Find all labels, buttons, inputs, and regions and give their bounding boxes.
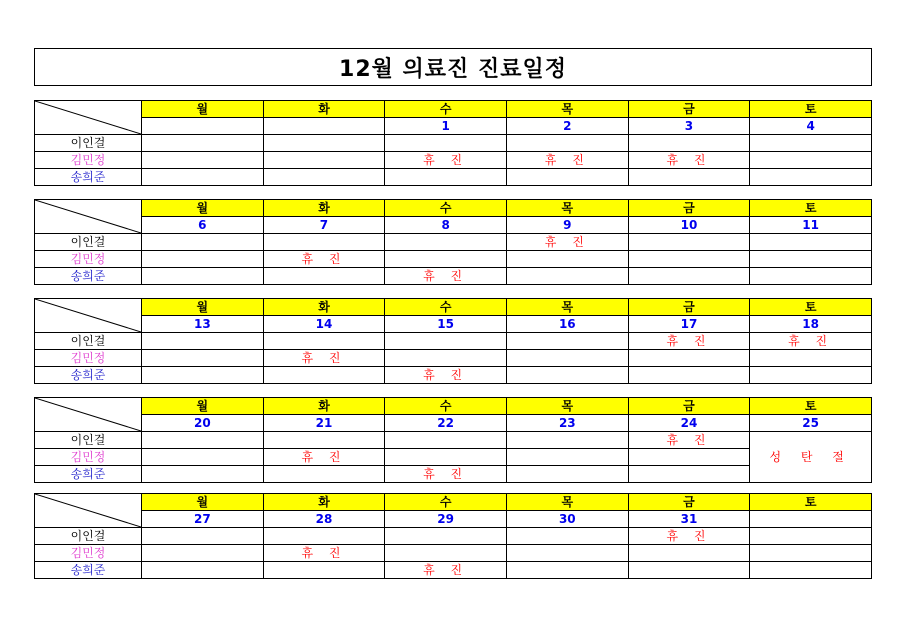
schedule-cell [263, 528, 385, 545]
schedule-cell [385, 350, 507, 367]
day-header: 수 [385, 101, 507, 118]
schedule-cell [506, 562, 628, 579]
staff-name: 송희준 [35, 169, 142, 186]
diagonal-line [35, 200, 141, 233]
schedule-cell [628, 466, 750, 483]
schedule-cell [142, 545, 264, 562]
staff-name: 김민정 [35, 152, 142, 169]
day-header: 금 [628, 494, 750, 511]
schedule-cell [506, 367, 628, 384]
staff-name: 송희준 [35, 367, 142, 384]
schedule-cell [628, 268, 750, 285]
schedule-cell [628, 449, 750, 466]
schedule-cell [263, 432, 385, 449]
schedule-cell [506, 432, 628, 449]
date-cell: 27 [142, 511, 264, 528]
diagonal-line [35, 101, 141, 134]
day-off-cell: 휴 진 [628, 432, 750, 449]
schedule-cell [142, 528, 264, 545]
day-header: 토 [750, 299, 872, 316]
day-header: 화 [263, 398, 385, 415]
day-header: 토 [750, 101, 872, 118]
date-cell [142, 118, 264, 135]
day-header: 목 [506, 101, 628, 118]
day-header: 토 [750, 200, 872, 217]
day-header: 화 [263, 494, 385, 511]
day-header: 수 [385, 494, 507, 511]
day-off-cell: 휴 진 [385, 562, 507, 579]
date-cell: 16 [506, 316, 628, 333]
day-header: 화 [263, 101, 385, 118]
day-header: 토 [750, 494, 872, 511]
holiday-cell: 성 탄 절 [750, 432, 872, 483]
schedule-cell [385, 234, 507, 251]
schedule-cell [750, 169, 872, 186]
day-off-cell: 휴 진 [385, 367, 507, 384]
date-cell: 15 [385, 316, 507, 333]
schedule-cell [142, 169, 264, 186]
schedule-cell [385, 333, 507, 350]
schedule-cell [263, 333, 385, 350]
schedule-cell [385, 545, 507, 562]
day-header: 목 [506, 398, 628, 415]
day-header: 수 [385, 299, 507, 316]
date-cell: 17 [628, 316, 750, 333]
schedule-title-box [34, 48, 872, 86]
staff-name: 이인걸 [35, 528, 142, 545]
diagonal-line [35, 299, 141, 332]
schedule-cell [263, 466, 385, 483]
date-cell: 24 [628, 415, 750, 432]
day-header: 월 [142, 398, 264, 415]
day-off-cell: 휴 진 [263, 350, 385, 367]
day-off-cell: 휴 진 [628, 333, 750, 350]
diagonal-line [35, 398, 141, 431]
corner-cell [35, 494, 142, 528]
staff-name: 송희준 [35, 268, 142, 285]
schedule-cell [506, 135, 628, 152]
date-cell: 18 [750, 316, 872, 333]
day-header: 토 [750, 398, 872, 415]
schedule-cell [385, 135, 507, 152]
schedule-cell [750, 562, 872, 579]
schedule-cell [506, 466, 628, 483]
staff-name: 김민정 [35, 449, 142, 466]
schedule-cell [506, 350, 628, 367]
schedule-cell [506, 449, 628, 466]
day-off-cell: 휴 진 [506, 234, 628, 251]
day-header: 수 [385, 200, 507, 217]
schedule-cell [750, 545, 872, 562]
week-table-3 [34, 298, 872, 384]
staff-name: 이인걸 [35, 234, 142, 251]
day-off-cell: 휴 진 [750, 333, 872, 350]
schedule-cell [142, 449, 264, 466]
day-header: 월 [142, 101, 264, 118]
schedule-cell [263, 268, 385, 285]
day-header: 화 [263, 200, 385, 217]
date-cell: 31 [628, 511, 750, 528]
date-cell: 6 [142, 217, 264, 234]
schedule-cell [750, 152, 872, 169]
staff-name: 송희준 [35, 466, 142, 483]
day-off-cell: 휴 진 [263, 449, 385, 466]
date-cell: 7 [263, 217, 385, 234]
date-cell: 2 [506, 118, 628, 135]
schedule-cell [506, 333, 628, 350]
schedule-cell [142, 367, 264, 384]
schedule-cell [628, 135, 750, 152]
staff-name: 김민정 [35, 545, 142, 562]
day-off-cell: 휴 진 [628, 152, 750, 169]
date-cell: 13 [142, 316, 264, 333]
day-header: 목 [506, 494, 628, 511]
date-cell: 4 [750, 118, 872, 135]
date-cell: 20 [142, 415, 264, 432]
date-cell: 25 [750, 415, 872, 432]
schedule-cell [750, 268, 872, 285]
schedule-cell [142, 234, 264, 251]
date-cell [263, 118, 385, 135]
corner-cell [35, 398, 142, 432]
date-cell: 9 [506, 217, 628, 234]
week-table-4 [34, 397, 872, 483]
schedule-cell [628, 350, 750, 367]
day-off-cell: 휴 진 [385, 466, 507, 483]
day-off-cell: 휴 진 [263, 545, 385, 562]
staff-name: 김민정 [35, 251, 142, 268]
day-header: 목 [506, 299, 628, 316]
schedule-cell [506, 268, 628, 285]
date-cell: 21 [263, 415, 385, 432]
day-header: 월 [142, 299, 264, 316]
day-header: 수 [385, 398, 507, 415]
schedule-cell [628, 545, 750, 562]
schedule-cell [750, 234, 872, 251]
schedule-cell [142, 333, 264, 350]
date-cell: 30 [506, 511, 628, 528]
schedule-cell [628, 367, 750, 384]
date-cell: 23 [506, 415, 628, 432]
day-header: 금 [628, 101, 750, 118]
date-cell: 14 [263, 316, 385, 333]
day-off-cell: 휴 진 [263, 251, 385, 268]
schedule-cell [506, 528, 628, 545]
date-cell: 11 [750, 217, 872, 234]
schedule-title: 12월 의료진 진료일정 [339, 56, 567, 82]
date-cell: 3 [628, 118, 750, 135]
day-header: 화 [263, 299, 385, 316]
date-cell: 1 [385, 118, 507, 135]
corner-cell [35, 101, 142, 135]
date-cell: 8 [385, 217, 507, 234]
day-header: 월 [142, 200, 264, 217]
staff-name: 송희준 [35, 562, 142, 579]
schedule-cell [628, 234, 750, 251]
schedule-cell [263, 135, 385, 152]
schedule-cell [385, 251, 507, 268]
schedule-cell [385, 169, 507, 186]
date-cell [750, 511, 872, 528]
day-off-cell: 휴 진 [628, 528, 750, 545]
week-table-5 [34, 493, 872, 579]
corner-cell [35, 299, 142, 333]
corner-cell [35, 200, 142, 234]
staff-name: 이인걸 [35, 432, 142, 449]
schedule-cell [750, 367, 872, 384]
schedule-cell [385, 449, 507, 466]
staff-name: 이인걸 [35, 135, 142, 152]
schedule-cell [385, 432, 507, 449]
schedule-cell [628, 169, 750, 186]
day-off-cell: 휴 진 [385, 268, 507, 285]
schedule-cell [750, 528, 872, 545]
schedule-cell [142, 152, 264, 169]
schedule-cell [142, 350, 264, 367]
week-table-1 [34, 100, 872, 186]
schedule-cell [263, 562, 385, 579]
date-cell: 22 [385, 415, 507, 432]
schedule-cell [628, 251, 750, 268]
schedule-cell [750, 135, 872, 152]
staff-name: 이인걸 [35, 333, 142, 350]
date-cell: 10 [628, 217, 750, 234]
schedule-cell [506, 545, 628, 562]
schedule-cell [628, 562, 750, 579]
day-header: 목 [506, 200, 628, 217]
schedule-cell [385, 528, 507, 545]
day-off-cell: 휴 진 [385, 152, 507, 169]
schedule-cell [750, 350, 872, 367]
day-header: 금 [628, 200, 750, 217]
schedule-cell [263, 234, 385, 251]
schedule-cell [142, 562, 264, 579]
schedule-cell [142, 466, 264, 483]
diagonal-line [35, 494, 141, 527]
schedule-cell [142, 251, 264, 268]
schedule-cell [263, 152, 385, 169]
week-table-2 [34, 199, 872, 285]
schedule-cell [142, 432, 264, 449]
date-cell: 28 [263, 511, 385, 528]
schedule-cell [263, 169, 385, 186]
schedule-cell [506, 251, 628, 268]
schedule-cell [750, 251, 872, 268]
schedule-cell [142, 135, 264, 152]
staff-name: 김민정 [35, 350, 142, 367]
schedule-cell [263, 367, 385, 384]
schedule-cell [506, 169, 628, 186]
schedule-cell [142, 268, 264, 285]
day-header: 월 [142, 494, 264, 511]
day-off-cell: 휴 진 [506, 152, 628, 169]
day-header: 금 [628, 299, 750, 316]
date-cell: 29 [385, 511, 507, 528]
day-header: 금 [628, 398, 750, 415]
